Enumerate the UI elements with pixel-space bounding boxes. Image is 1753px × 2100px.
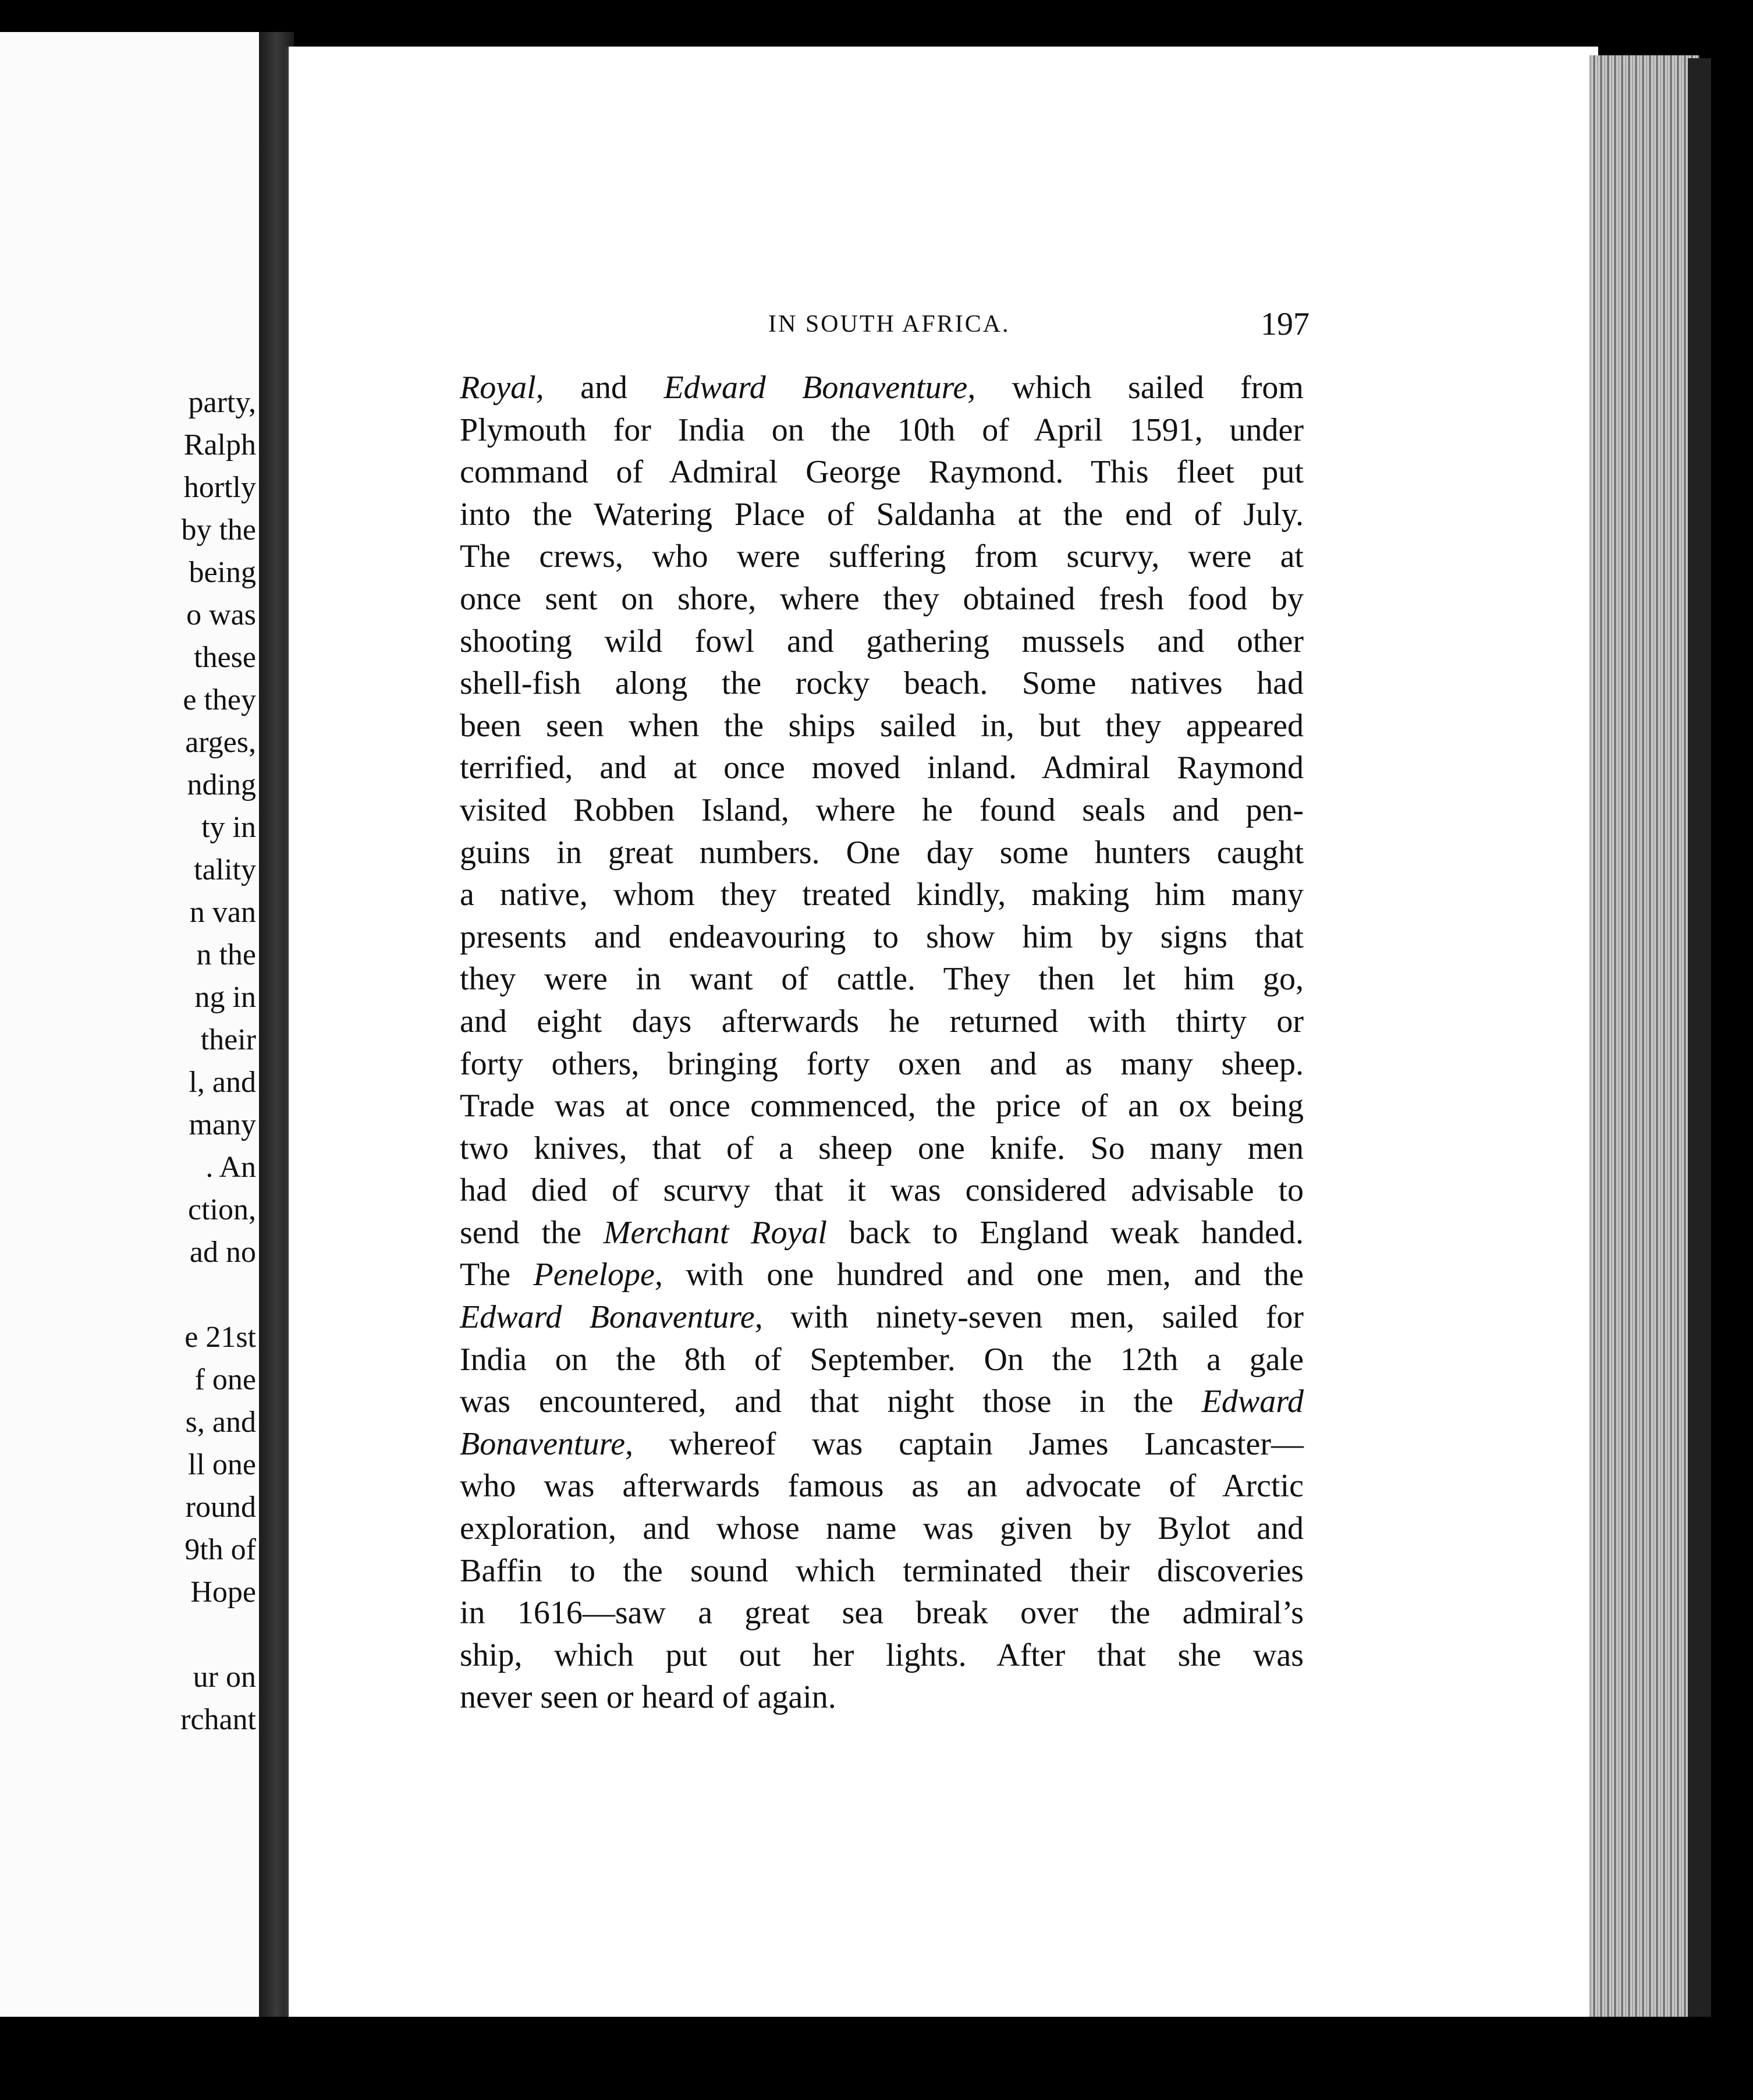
body-line — [460, 1339, 1304, 1381]
left-page-line: many — [189, 1108, 256, 1141]
text-run: forty others, bringing forty oxen and as many sheep. — [460, 1045, 1304, 1082]
left-page-line — [0, 1274, 256, 1316]
body-line — [460, 535, 1304, 578]
body-line — [460, 916, 1304, 959]
text-run: visited Robben Island, where he found seals and pen- — [460, 792, 1304, 828]
left-page-line: ur on — [193, 1661, 256, 1694]
text-run: guins in great numbers. One day some hunters caught — [460, 834, 1304, 871]
running-head-title: IN SOUTH AFRICA. — [768, 311, 1010, 338]
left-page-line: party, — [188, 386, 256, 419]
body-line — [460, 1001, 1304, 1043]
text-run: command of Admiral George Raymond. This fleet put — [460, 454, 1304, 491]
page-edges-shadow — [1688, 58, 1711, 2020]
left-page-line: their — [200, 1023, 256, 1056]
left-page-line: round — [185, 1491, 256, 1524]
text-run: which sailed from — [975, 370, 1304, 406]
body-line — [460, 367, 1304, 409]
body-line — [460, 1254, 1304, 1296]
body-line — [460, 1381, 1304, 1423]
left-page-line: l, and — [189, 1066, 256, 1099]
body-line — [460, 1507, 1304, 1550]
text-run: they were in want of cattle. They then let him go, — [460, 961, 1304, 998]
body-line — [460, 662, 1304, 705]
italic-run: Edward Bonaventure, — [663, 370, 976, 406]
left-page-line: e 21st — [184, 1321, 256, 1354]
left-page-line: being — [189, 556, 256, 589]
italic-run: Edward — [1201, 1384, 1304, 1420]
italic-run: Royal, — [460, 370, 544, 406]
text-run: Trade was at once commenced, the price of an ox being — [460, 1088, 1304, 1125]
left-page-line: Ralph — [183, 428, 256, 462]
text-run: exploration, and whose name was given by Bylot and — [460, 1510, 1304, 1547]
body-line — [460, 747, 1304, 789]
left-page-line: 9th of — [184, 1533, 256, 1566]
text-run: shooting wild fowl and gathering mussels and other — [460, 623, 1304, 659]
left-page-line: . An — [205, 1151, 256, 1184]
italic-run: Penelope, — [533, 1257, 663, 1293]
text-run: two knives, that of a sheep one knife. So many men — [460, 1130, 1304, 1166]
left-page-line: f one — [194, 1363, 256, 1396]
page-edges — [1589, 55, 1699, 2023]
left-page-line: o was — [186, 598, 256, 632]
body-line — [460, 1676, 1304, 1719]
left-page-text — [0, 381, 256, 1741]
body-line — [460, 1465, 1304, 1507]
body-line — [460, 578, 1304, 620]
body-line — [460, 620, 1304, 663]
text-run: Baffin to the sound which terminated their discoveries — [460, 1552, 1304, 1589]
left-page — [0, 32, 264, 2017]
left-page-line: by the — [181, 513, 256, 547]
text-run: send the — [460, 1214, 604, 1251]
text-run: ship, which put out her lights. After that she was — [460, 1637, 1304, 1673]
text-run: had died of scurvy that it was considered advisable to — [460, 1172, 1304, 1209]
text-run: shell-fish along the rocky beach. Some natives had — [460, 665, 1304, 702]
text-run: in 1616—saw a great sea break over the admiral’s — [460, 1595, 1304, 1631]
left-page-line: these — [194, 641, 256, 674]
left-page-line — [0, 1613, 256, 1656]
page-number: 197 — [1261, 306, 1310, 342]
text-run: and eight days afterwards he returned with thirty or — [460, 1003, 1304, 1040]
body-line — [460, 1127, 1304, 1170]
text-run: with ninety-seven men, sailed for — [762, 1299, 1304, 1336]
body-line — [460, 1043, 1304, 1086]
left-page-line: tality — [194, 853, 256, 886]
text-run: never seen or heard of again. — [460, 1679, 836, 1716]
text-run: and — [544, 370, 664, 406]
body-line — [460, 1550, 1304, 1592]
left-page-line: n van — [189, 896, 256, 929]
left-page-line: s, and — [185, 1406, 256, 1439]
left-page-line: ction, — [188, 1193, 256, 1226]
italic-run: Merchant Royal — [603, 1214, 827, 1251]
text-run: been seen when the ships sailed in, but they appeared — [460, 707, 1304, 744]
body-line — [460, 832, 1304, 874]
text-run: with one hundred and one men, and the — [662, 1257, 1304, 1293]
left-page-line: ad no — [189, 1236, 256, 1269]
left-page-line: arges, — [185, 726, 256, 759]
italic-run: Bonaventure, — [460, 1425, 634, 1462]
scan-border — [0, 2017, 1753, 2100]
body-line — [460, 451, 1304, 494]
body-line — [460, 1423, 1304, 1466]
text-run: The crews, who were suffering from scurvy, were at — [460, 538, 1304, 575]
text-run: terrified, and at once moved inland. Admiral Raymond — [460, 750, 1304, 786]
left-page-line: e they — [183, 683, 256, 716]
text-run: presents and endeavouring to show him by signs that — [460, 918, 1304, 955]
body-line — [460, 1296, 1304, 1339]
body-line — [460, 705, 1304, 747]
body-line — [460, 1212, 1304, 1254]
body-text — [460, 367, 1304, 1719]
text-run: whereof was captain James Lancaster— — [633, 1425, 1304, 1462]
left-page-line: ng in — [194, 981, 256, 1014]
text-run: who was afterwards famous as an advocate of Arctic — [460, 1468, 1304, 1505]
body-line — [460, 789, 1304, 832]
left-page-line: Hope — [190, 1576, 256, 1609]
body-line — [460, 494, 1304, 536]
body-line — [460, 1592, 1304, 1634]
text-run: into the Watering Place of Saldanha at the end of July. — [460, 496, 1304, 533]
text-run: back to England weak handed. — [826, 1214, 1304, 1251]
running-head — [768, 306, 1310, 340]
body-line — [460, 1634, 1304, 1677]
text-run: a native, whom they treated kindly, making him many — [460, 877, 1304, 913]
body-line — [460, 409, 1304, 452]
left-page-line: n the — [196, 938, 256, 971]
text-run: India on the 8th of September. On the 12th a gale — [460, 1341, 1304, 1378]
body-line — [460, 958, 1304, 1001]
text-run: Plymouth for India on the 10th of April 1591, under — [460, 412, 1304, 448]
left-page-line: rchant — [180, 1703, 256, 1736]
left-page-line: hortly — [183, 471, 256, 504]
left-page-line: ty in — [201, 811, 256, 844]
text-run: The — [460, 1257, 534, 1293]
left-page-line: nding — [187, 768, 256, 801]
text-run: was encountered, and that night those in the — [460, 1384, 1202, 1420]
left-page-line: ll one — [188, 1448, 256, 1481]
text-run: once sent on shore, where they obtained fresh food by — [460, 580, 1304, 617]
body-line — [460, 1085, 1304, 1127]
italic-run: Edward Bonaventure, — [460, 1299, 763, 1336]
body-line — [460, 1169, 1304, 1212]
body-line — [460, 874, 1304, 916]
